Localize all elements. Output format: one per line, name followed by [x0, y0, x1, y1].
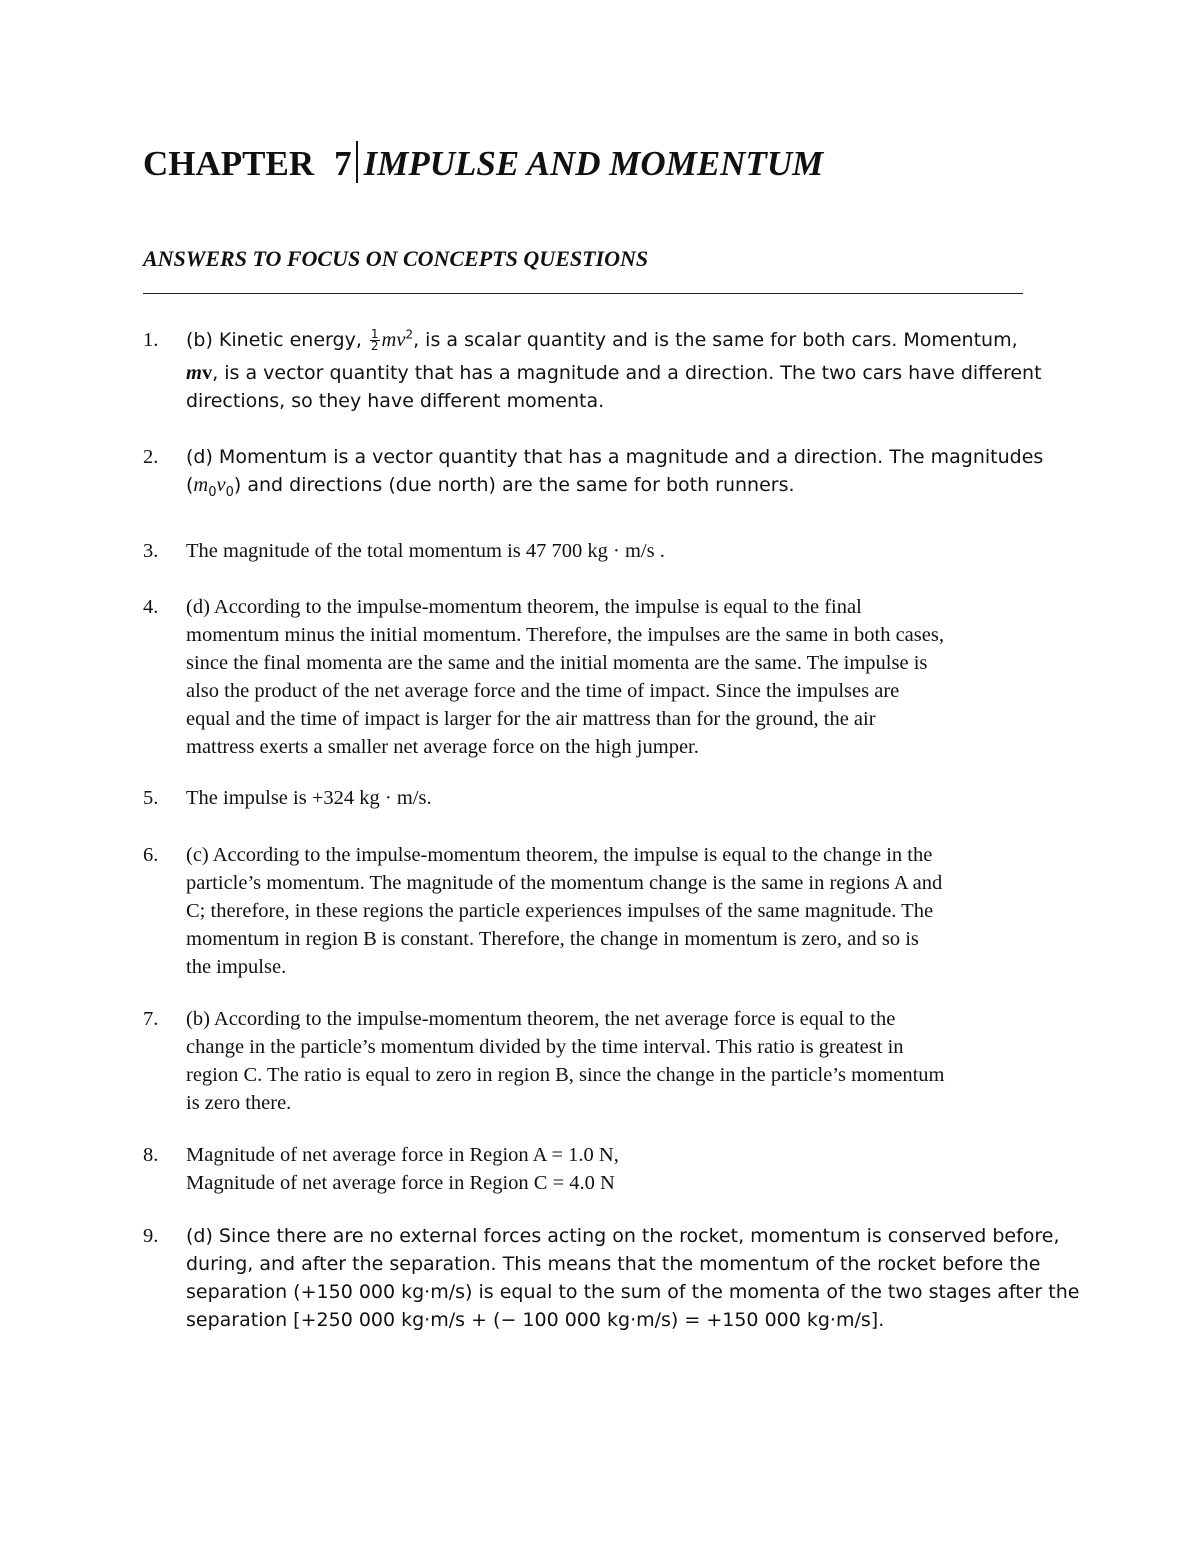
answer-text: , is a vector quantity that has a magnitude and a direction. The two cars have different — [212, 362, 1042, 384]
answer-line — [186, 471, 1063, 499]
answer-6 — [143, 841, 1063, 981]
answer-5 — [143, 784, 1063, 812]
math-m: m — [186, 362, 202, 384]
chapter-heading — [143, 141, 823, 186]
answer-number: 5. — [143, 787, 159, 809]
answer-number: 1. — [143, 329, 159, 351]
chapter-divider — [356, 141, 358, 183]
answer-number: 2. — [143, 446, 159, 468]
answer-line: region C. The ratio is equal to zero in region B, since the change in the particle’s momentum — [186, 1064, 945, 1086]
answer-number: 7. — [143, 1008, 159, 1030]
math-subscript: 0 — [225, 484, 234, 500]
answer-line: The magnitude of the total momentum is 47 700 kg · m/s . — [186, 540, 665, 562]
math-v: v — [216, 474, 226, 496]
chapter-title: IMPULSE AND MOMENTUM — [363, 144, 824, 183]
answer-4 — [143, 593, 1063, 761]
answer-line: (d) Momentum is a vector quantity that has a magnitude and a direction. The magnitudes — [186, 446, 1044, 468]
answer-text: ( — [186, 474, 194, 496]
answer-8 — [143, 1141, 1063, 1197]
answer-line: change in the particle’s momentum divided by the time interval. This ratio is greatest in — [186, 1036, 904, 1058]
answer-line: Magnitude of net average force in Region C = 4.0 N — [186, 1172, 615, 1194]
answer-line: equal and the time of impact is larger for the air mattress than for the ground, the air — [186, 708, 876, 730]
answer-line: momentum in region B is constant. Therefore, the change in momentum is zero, and so is — [186, 928, 919, 950]
answer-line: is zero there. — [186, 1092, 292, 1114]
answer-line: The impulse is +324 kg · m/s. — [186, 787, 432, 809]
answer-number: 3. — [143, 540, 159, 562]
answer-line: C; therefore, in these regions the particle experiences impulses of the same magnitude. The — [186, 900, 934, 922]
math-m: m — [193, 474, 209, 496]
answer-text: , is a scalar quantity and is the same for both cars. Momentum, — [413, 329, 1018, 351]
answer-line: since the final momenta are the same and the initial momenta are the same. The impulse is — [186, 652, 928, 674]
answer-line: separation [+250 000 kg·m/s + (− 100 000 kg·m/s) = +150 000 kg·m/s]. — [186, 1309, 885, 1331]
one-half-fraction — [370, 329, 380, 352]
answer-number: 4. — [143, 596, 159, 618]
answer-line: during, and after the separation. This means that the momentum of the rocket before the — [186, 1253, 1041, 1275]
answer-line: (d) Since there are no external forces acting on the rocket, momentum is conserved before, — [186, 1225, 1060, 1247]
answer-number: 6. — [143, 844, 159, 866]
math-vector-v: v — [201, 362, 213, 384]
answer-1 — [143, 326, 1063, 415]
answer-9 — [143, 1222, 1080, 1334]
answer-line: (d) According to the impulse-momentum theorem, the impulse is equal to the final — [186, 596, 862, 618]
answer-line: the impulse. — [186, 956, 287, 978]
answer-line — [186, 326, 1063, 354]
answer-text: ) and directions (due north) are the same for both runners. — [233, 474, 795, 496]
fraction-denominator: 2 — [370, 339, 379, 353]
answer-line: directions, so they have different momenta. — [186, 390, 605, 412]
section-heading: ANSWERS TO FOCUS ON CONCEPTS QUESTIONS — [143, 246, 649, 271]
horizontal-rule — [143, 293, 1023, 294]
math-exponent: 2 — [405, 327, 414, 342]
answer-7 — [143, 1005, 1063, 1117]
answer-line: momentum minus the initial momentum. Therefore, the impulses are the same in both cases, — [186, 624, 944, 646]
answer-line: also the product of the net average force and the time of impact. Since the impulses are — [186, 680, 900, 702]
answer-line: mattress exerts a smaller net average force on the high jumper. — [186, 736, 699, 758]
answer-number: 8. — [143, 1144, 159, 1166]
math-subscript: 0 — [208, 484, 217, 500]
answer-2 — [143, 443, 1063, 499]
answer-line: (b) According to the impulse-momentum theorem, the net average force is equal to the — [186, 1008, 896, 1030]
answer-line: separation (+150 000 kg·m/s) is equal to the sum of the momenta of the two stages after the — [186, 1281, 1080, 1303]
chapter-number: 7 — [334, 144, 352, 183]
math-mv: mv — [381, 329, 406, 351]
answer-line: (c) According to the impulse-momentum theorem, the impulse is equal to the change in the — [186, 844, 933, 866]
fraction-numerator: 1 — [370, 327, 379, 341]
answer-3 — [143, 537, 1063, 565]
answer-line: Magnitude of net average force in Region A = 1.0 N, — [186, 1144, 619, 1166]
chapter-word: CHAPTER — [143, 144, 315, 183]
answer-number: 9. — [143, 1225, 159, 1247]
answer-line — [186, 359, 1063, 387]
answer-line: particle’s momentum. The magnitude of the momentum change is the same in regions A and — [186, 872, 943, 894]
answer-text: (b) Kinetic energy, — [186, 329, 368, 351]
